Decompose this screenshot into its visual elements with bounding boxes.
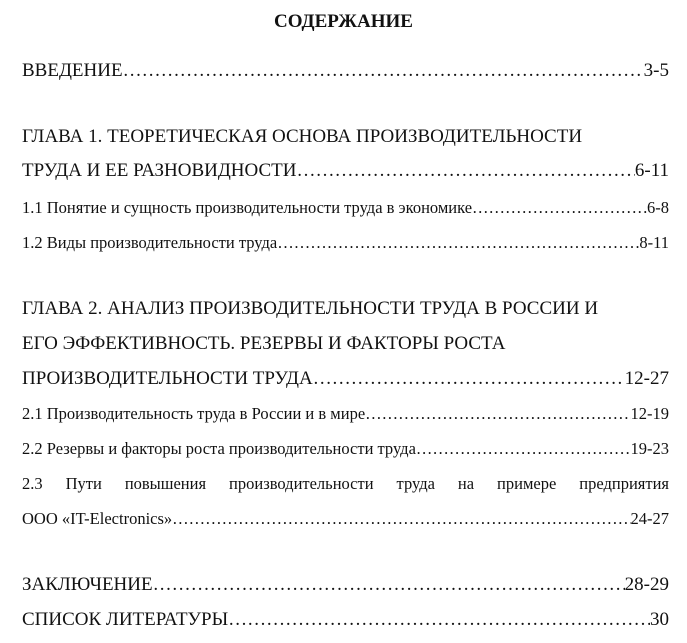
- leader-dots: [172, 509, 630, 529]
- leader-dots: [277, 233, 639, 253]
- toc-entry-text: 2.2 Резервы и факторы роста производительности труда: [22, 439, 416, 458]
- toc-page-number: 28-29: [624, 574, 669, 595]
- toc-entry-section-1-1: [22, 198, 669, 218]
- toc-page-number: 3-5: [643, 60, 669, 81]
- toc-entry-chapter1: [22, 160, 669, 182]
- toc-entry-intro: [22, 60, 669, 82]
- chapter1-heading-line1: ГЛАВА 1. ТЕОРЕТИЧЕСКАЯ ОСНОВА ПРОИЗВОДИТЕЛЬНОСТИ: [22, 126, 583, 147]
- leader-dots: [296, 160, 634, 182]
- toc-page-number: 6-11: [634, 160, 669, 181]
- chapter2-heading-line2: ЕГО ЭФФЕКТИВНОСТЬ. РЕЗЕРВЫ И ФАКТОРЫ РОСТА: [22, 333, 506, 354]
- chapter1-heading-line2: ТРУДА И ЕЕ РАЗНОВИДНОСТИ: [22, 160, 297, 181]
- toc-entry-text: СПИСОК ЛИТЕРАТУРЫ: [22, 609, 229, 630]
- chapter2-heading-line1: ГЛАВА 2. АНАЛИЗ ПРОИЗВОДИТЕЛЬНОСТИ ТРУДА В РОССИИ И: [22, 298, 599, 319]
- toc-entry-text: ЗАКЛЮЧЕНИЕ: [22, 574, 153, 595]
- toc-title: СОДЕРЖАНИЕ: [274, 11, 413, 32]
- toc-entry-text: ООО «IT-Electronics»: [22, 509, 173, 528]
- leader-dots: [416, 439, 631, 459]
- leader-dots: [365, 404, 630, 424]
- leader-dots: [123, 60, 644, 82]
- toc-entry-section-2-1: [22, 404, 669, 424]
- toc-page-number: 24-27: [630, 509, 669, 528]
- toc-entry-section-1-2: [22, 233, 669, 253]
- toc-entry-text: ВВЕДЕНИЕ: [22, 60, 123, 81]
- leader-dots: [472, 198, 647, 218]
- toc-page-number: 12-19: [630, 404, 669, 423]
- toc-page-number: 8-11: [639, 233, 669, 252]
- toc-entry-section-2-3: [22, 509, 669, 529]
- toc-page-number: 19-23: [630, 439, 669, 458]
- toc-page-number: 12-27: [624, 368, 669, 389]
- toc-entry-conclusion: [22, 574, 669, 596]
- toc-page-number: 30: [650, 609, 669, 630]
- toc-entry-section-2-2: [22, 439, 669, 459]
- leader-dots: [228, 609, 650, 631]
- toc-entry-text: 2.1 Производительность труда в России и в мире: [22, 404, 366, 423]
- toc-entry-text: 1.2 Виды производительности труда: [22, 233, 278, 252]
- toc-page-number: 6-8: [647, 198, 669, 217]
- toc-entry-section-2-3-line1: 2.3 Пути повышения производительности труда на примере предприятия: [22, 474, 669, 493]
- chapter2-heading-line3: ПРОИЗВОДИТЕЛЬНОСТИ ТРУДА: [22, 368, 313, 389]
- toc-entry-references: [22, 609, 669, 631]
- leader-dots: [313, 368, 625, 390]
- toc-entry-chapter2: [22, 368, 669, 390]
- leader-dots: [153, 574, 625, 596]
- toc-entry-text: 1.1 Понятие и сущность производительности труда в экономике: [22, 198, 473, 217]
